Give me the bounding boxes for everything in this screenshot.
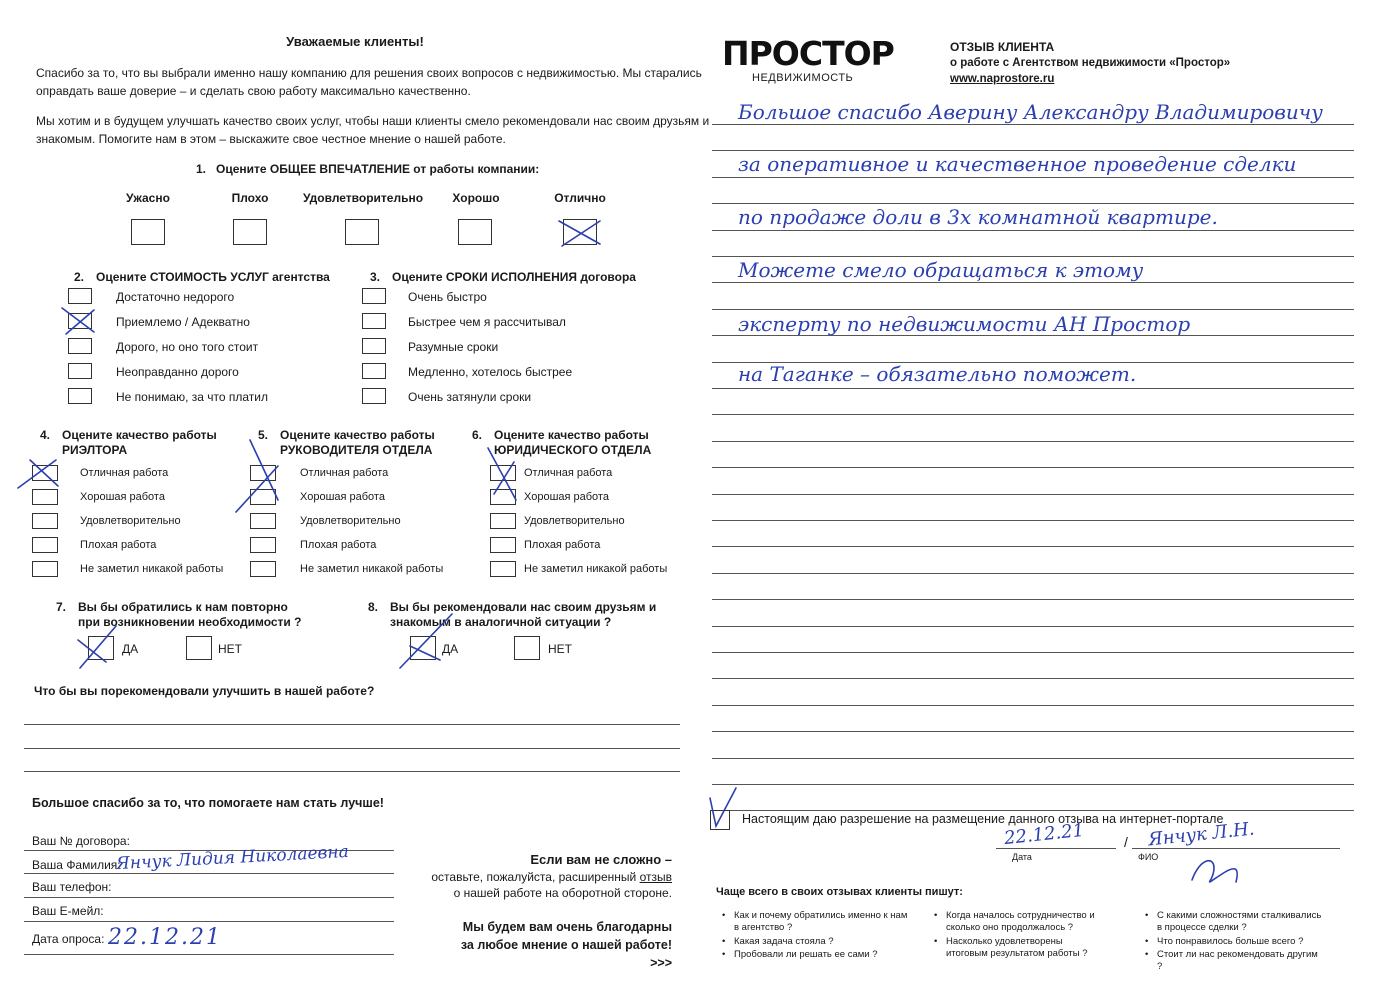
q5-option-label: Отличная работа [300,467,389,479]
q2-option-label: Не понимаю, за что платил [116,390,269,404]
q5-checkmark-icon [236,440,278,512]
q3-option-label: Медленно, хотелось быстрее [408,365,573,379]
q3-title: Оцените СРОКИ ИСПОЛНЕНИЯ договора [392,270,636,284]
page-title: Уважаемые клиенты! [286,34,424,49]
hint-item: • Насколько удовлетворены итоговым результатом работы ? [946,936,1106,960]
q4-number: 4. [40,428,51,442]
q2-number: 2. [74,270,85,284]
hint-item: • Пробовали ли решать ее сами ? [734,949,909,961]
q2-option-label: Приемлемо / Адекватно [116,315,250,329]
q5-option-label: Плохая работа [300,539,377,551]
q7-yes-label: ДА [122,642,139,656]
review-handwritten-line[interactable]: на Таганке – обязательно поможет. [738,362,1137,386]
q3-option-label: Очень быстро [408,290,487,304]
q4-option-label: Хорошая работа [80,491,165,503]
gratitude-text: Мы будем вам очень благодарны [462,920,672,934]
intro-text-line: Спасибо за то, что вы выбрали именно нашу компанию для решения своих вопросов с недвижимостью. Мы старались [36,66,702,80]
consent-text: Настоящим даю разрешение на размещение данного отзыва на интернет-портале [742,812,1224,826]
hint-item: • С какими сложностями сталкивались в процессе сделки ? [1157,910,1322,934]
q5-title: Оцените качество работы [280,428,435,442]
q8-no-label: НЕТ [548,642,572,656]
q5-option-label: Не заметил никакой работы [300,563,444,575]
hints-title: Чаще всего в своих отзывах клиенты пишут: [716,886,963,898]
q1-title: Оцените ОБЩЕЕ ВПЕЧАТЛЕНИЕ от работы компании: [216,162,540,176]
intro-text-line: Мы хотим и в будущем улучшать качество своих услуг, чтобы наши клиенты смело рекомендовали нас своим друзьям и [36,114,710,128]
q1-option-label: Отлично [554,191,606,205]
arrows-icon: >>> [650,956,672,970]
review-handwritten-line[interactable]: за оперативное и качественное проведение сделки [738,152,1297,176]
q6-option-label: Удовлетворительно [524,515,625,527]
note-title: Если вам не сложно – [530,852,672,867]
q4-option-label: Не заметил никакой работы [80,563,224,575]
q5-number: 5. [258,428,269,442]
q1-option-label: Удовлетворительно [302,191,424,205]
phone-label: Ваш телефон: [32,880,112,894]
review-handwritten-line[interactable]: по продаже доли в 3х комнатной квартире. [738,205,1218,229]
q1-checkmark-icon [559,221,600,246]
sign-fio-label: ФИО [1138,852,1159,862]
consent-checkmark-icon [710,788,736,826]
q8-title: знакомым в аналогичной ситуации ? [390,615,612,629]
surname-label: Ваша Фамилия: [32,858,121,872]
q7-title: при возникновении необходимости ? [78,615,302,629]
q7-checkmark-icon [78,626,116,668]
contract-label: Ваш № договора: [32,834,130,848]
date-label: Дата опроса: [32,932,105,946]
q1-option-label: Хорошо [452,191,500,205]
logo-subtitle: НЕДВИЖИМОСТЬ [752,72,854,84]
q6-option-label: Отличная работа [524,467,613,479]
pen-marks [18,221,1237,882]
gratitude-text: за любое мнение о нашей работе! [460,938,672,952]
note-text: о нашей работе на оборотной стороне. [453,886,672,900]
website-link[interactable]: www.naprostore.ru [950,73,1055,85]
note-text: оставьте, пожалуйста, расширенный [431,870,637,884]
hint-item: • Что понравилось больше всего ? [1157,936,1322,948]
review-handwritten-line[interactable]: Можете смело обращаться к этому [738,258,1144,282]
sign-date-label: Дата [1012,852,1032,862]
q4-option-label: Удовлетворительно [80,515,181,527]
q5-option-label: Удовлетворительно [300,515,401,527]
q4-checkmark-icon [18,460,58,488]
q6-option-label: Не заметил никакой работы [524,563,668,575]
q1-option-label: Плохо [231,191,269,205]
sign-date-handwritten[interactable]: 22.12.21 [1003,819,1086,850]
q2-checkmark-icon [62,308,94,334]
q6-title: Оцените качество работы [494,428,649,442]
intro-text-line: знакомым. Помогите нам в этом – выскажите свое честное мнение о нашей работе. [36,132,506,146]
q8-title: Вы бы рекомендовали нас своим друзьям и [390,600,657,614]
surname-handwritten[interactable]: Янчук Лидия Николаевна [115,841,350,875]
q8-checkmark-icon [400,614,452,668]
q8-number: 8. [368,600,379,614]
sign-name-handwritten[interactable]: Янчук Л.Н. [1147,818,1256,851]
q6-option-label: Плохая работа [524,539,601,551]
q6-number: 6. [472,428,483,442]
q7-no-label: НЕТ [218,642,242,656]
q6-title: ЮРИДИЧЕСКОГО ОТДЕЛА [494,443,652,457]
q4-title: Оцените качество работы [62,428,217,442]
signature-scribble-icon [1192,861,1237,882]
q1-option-label: Ужасно [126,191,170,205]
email-label: Ваш E-мейл: [32,904,104,918]
q3-number: 3. [370,270,381,284]
slash-separator: / [1124,834,1128,850]
review-link[interactable]: отзыв [639,870,672,884]
q4-option-label: Отличная работа [80,467,169,479]
q5-option-label: Хорошая работа [300,491,385,503]
q7-title: Вы бы обратились к нам повторно [78,600,288,614]
q2-title: Оцените СТОИМОСТЬ УСЛУГ агентства [96,270,330,284]
q3-option-label: Очень затянули сроки [408,390,532,404]
review-handwritten-line[interactable]: эксперту по недвижимости АН Простор [738,312,1191,336]
q1-number: 1. [196,162,207,176]
q3-option-label: Быстрее чем я рассчитывал [408,315,566,329]
q8-yes-label: ДА [442,642,459,656]
q4-option-label: Плохая работа [80,539,157,551]
q2-option-label: Достаточно недорого [116,290,235,304]
q6-checkmark-icon [488,448,516,500]
q7-number: 7. [56,600,67,614]
hint-item: • Стоит ли нас рекомендовать другим ? [1157,949,1322,973]
q5-title: РУКОВОДИТЕЛЯ ОТДЕЛА [280,443,433,457]
q2-option-label: Неоправданно дорого [116,365,239,379]
q2-option-label: Дорого, но оно того стоит [116,340,259,354]
hint-item: • Как и почему обратились именно к нам в агентство ? [734,910,909,934]
intro-text-line: оправдать ваше доверие – и сделать свою работу максимально качественно. [36,84,471,98]
thanks-text: Большое спасибо за то, что помогаете нам стать лучше! [32,796,384,810]
q3-option-label: Разумные сроки [408,340,499,354]
hint-item: • Когда началось сотрудничество и сколько оно продолжалось ? [946,910,1106,934]
q4-title: РИЭЛТОРА [62,443,128,457]
hint-item: • Какая задача стояла ? [734,936,909,948]
review-header-title: ОТЗЫВ КЛИЕНТА [950,40,1055,54]
review-handwritten-line[interactable]: Большое спасибо Аверину Александру Владимировичу [738,100,1323,124]
logo: ПРОСТОР [722,34,894,73]
q6-option-label: Хорошая работа [524,491,609,503]
review-header-subtitle: о работе с Агентством недвижимости «Простор» [950,57,1231,69]
improve-question: Что бы вы порекомендовали улучшить в нашей работе? [34,684,375,698]
date-handwritten[interactable]: 22.12.21 [108,925,222,950]
